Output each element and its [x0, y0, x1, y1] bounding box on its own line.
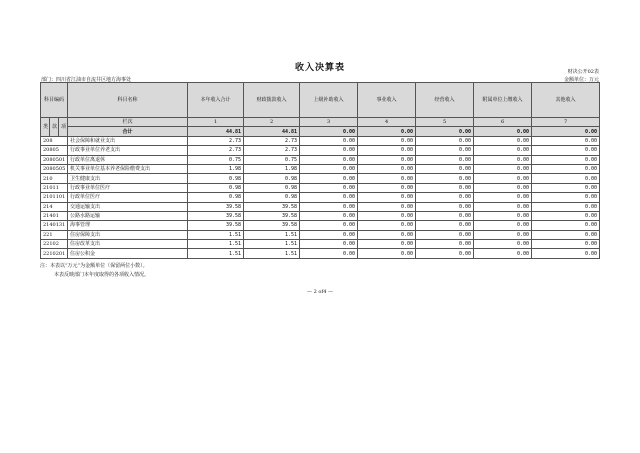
index-col: 7 — [532, 118, 600, 127]
table-row — [41, 193, 600, 202]
row-value: 0.00 — [416, 211, 474, 220]
row-value: 0.00 — [358, 174, 416, 183]
row-value: 0.00 — [358, 230, 416, 239]
row-value: 0.00 — [474, 146, 532, 155]
row-code: 20805 — [41, 146, 68, 155]
total-value: 0.00 — [474, 127, 532, 136]
row-value: 0.00 — [416, 202, 474, 211]
header-operating: 经营收入 — [416, 83, 474, 118]
row-value: 0.98 — [188, 183, 244, 192]
row-value: 0.00 — [474, 230, 532, 239]
table-row — [41, 221, 600, 230]
index-col: 3 — [300, 118, 358, 127]
row-value: 0.00 — [532, 240, 600, 249]
row-value: 0.00 — [358, 193, 416, 202]
row-value: 39.58 — [244, 221, 300, 230]
row-name: 公路水路运输 — [68, 211, 188, 220]
row-value: 1.51 — [244, 230, 300, 239]
row-code: 2140131 — [41, 221, 68, 230]
index-row — [41, 118, 600, 127]
total-value: 0.00 — [358, 127, 416, 136]
row-value: 0.00 — [474, 155, 532, 164]
row-value: 39.58 — [188, 221, 244, 230]
row-value: 0.00 — [358, 249, 416, 258]
row-value: 0.00 — [474, 211, 532, 220]
row-value: 0.00 — [300, 136, 358, 145]
header-other: 其他收入 — [532, 83, 600, 118]
row-code: 2210201 — [41, 249, 68, 258]
row-name: 行政单位医疗 — [68, 193, 188, 202]
row-value: 0.98 — [244, 183, 300, 192]
row-value: 0.98 — [188, 174, 244, 183]
row-value: 0.00 — [300, 174, 358, 183]
table-row — [41, 155, 600, 164]
row-value: 0.00 — [532, 230, 600, 239]
row-value: 0.00 — [474, 183, 532, 192]
row-value: 0.98 — [244, 174, 300, 183]
table-body — [41, 118, 600, 259]
row-value: 1.51 — [188, 240, 244, 249]
row-value: 39.58 — [244, 202, 300, 211]
row-value: 0.00 — [358, 183, 416, 192]
row-value: 0.00 — [416, 174, 474, 183]
index-col: 2 — [244, 118, 300, 127]
row-value: 0.00 — [474, 136, 532, 145]
row-value: 0.00 — [358, 240, 416, 249]
row-value: 0.00 — [300, 164, 358, 173]
row-code: 2101101 — [41, 193, 68, 202]
index-col: 4 — [358, 118, 416, 127]
row-value: 0.00 — [358, 221, 416, 230]
row-value: 0.98 — [244, 193, 300, 202]
row-code: 22102 — [41, 240, 68, 249]
row-value: 2.73 — [188, 146, 244, 155]
row-value: 0.00 — [532, 155, 600, 164]
row-value: 39.58 — [188, 211, 244, 220]
row-value: 0.00 — [416, 155, 474, 164]
row-value: 1.51 — [244, 240, 300, 249]
row-name: 住房公积金 — [68, 249, 188, 258]
income-table — [40, 82, 600, 259]
row-value: 1.51 — [188, 249, 244, 258]
note-line: 注：本表以“万元”为金额单位（保留两位小数）。 — [40, 263, 148, 269]
row-value: 0.00 — [358, 136, 416, 145]
table-row — [41, 146, 600, 155]
row-value: 2.73 — [188, 136, 244, 145]
row-value: 0.00 — [474, 249, 532, 258]
row-value: 0.00 — [416, 146, 474, 155]
row-value: 0.98 — [188, 193, 244, 202]
page-number: — 2 of4 — — [307, 289, 333, 295]
row-value: 0.00 — [416, 136, 474, 145]
row-name: 海事管理 — [68, 221, 188, 230]
row-value: 0.00 — [416, 221, 474, 230]
row-value: 0.00 — [532, 146, 600, 155]
index-col: 5 — [416, 118, 474, 127]
row-value: 39.58 — [244, 211, 300, 220]
row-name: 行政单位离退休 — [68, 155, 188, 164]
row-value: 0.00 — [474, 193, 532, 202]
document-title: 收入决算表 — [294, 63, 345, 73]
row-value: 0.00 — [474, 240, 532, 249]
index-label: 栏次 — [68, 118, 188, 127]
row-value: 0.00 — [300, 240, 358, 249]
header-code: 科目编码 — [41, 83, 68, 118]
row-value: 0.00 — [416, 183, 474, 192]
row-code: 221 — [41, 230, 68, 239]
header-name: 科目名称 — [68, 83, 188, 118]
index-col: 6 — [474, 118, 532, 127]
row-value: 0.00 — [532, 221, 600, 230]
row-value: 1.51 — [244, 249, 300, 258]
total-value: 0.00 — [300, 127, 358, 136]
row-name: 住房改革支出 — [68, 240, 188, 249]
row-value: 0.00 — [532, 136, 600, 145]
row-value: 0.00 — [300, 155, 358, 164]
total-value: 0.00 — [416, 127, 474, 136]
row-value: 0.00 — [416, 249, 474, 258]
row-value: 0.00 — [474, 164, 532, 173]
sub-header-lei: 类 — [41, 118, 50, 137]
row-code: 210 — [41, 174, 68, 183]
row-name: 社会保障和就业支出 — [68, 136, 188, 145]
row-name: 卫生健康支出 — [68, 174, 188, 183]
row-value: 0.00 — [300, 230, 358, 239]
table-row — [41, 230, 600, 239]
table-row — [41, 183, 600, 192]
unit-label: 金额单位：万元 — [563, 77, 599, 83]
row-value: 0.00 — [474, 202, 532, 211]
row-value: 0.00 — [532, 164, 600, 173]
row-name: 住房保障支出 — [68, 230, 188, 239]
header-fiscal: 财政拨款收入 — [244, 83, 300, 118]
row-value: 0.00 — [300, 183, 358, 192]
row-code: 21401 — [41, 211, 68, 220]
row-code: 208 — [41, 136, 68, 145]
row-code: 21011 — [41, 183, 68, 192]
row-value: 0.00 — [416, 193, 474, 202]
table-row — [41, 211, 600, 220]
row-value: 0.00 — [532, 183, 600, 192]
row-value: 0.00 — [358, 146, 416, 155]
row-name: 交通运输支出 — [68, 202, 188, 211]
row-value: 0.00 — [532, 174, 600, 183]
row-value: 2.73 — [244, 146, 300, 155]
row-code: 2080505 — [41, 164, 68, 173]
row-value: 0.00 — [532, 211, 600, 220]
table-row — [41, 202, 600, 211]
row-value: 0.75 — [188, 155, 244, 164]
row-code: 214 — [41, 202, 68, 211]
row-value: 0.00 — [358, 155, 416, 164]
row-value: 0.00 — [532, 202, 600, 211]
row-value: 0.00 — [416, 240, 474, 249]
header-upper: 上级补助收入 — [300, 83, 358, 118]
row-value: 2.73 — [244, 136, 300, 145]
row-value: 0.00 — [358, 202, 416, 211]
row-name: 机关事业单位基本养老保险缴费支出 — [68, 164, 188, 173]
form-code: 财决公开02表 — [567, 69, 599, 75]
total-value: 0.00 — [532, 127, 600, 136]
table-row — [41, 164, 600, 173]
table-row — [41, 240, 600, 249]
row-value: 0.00 — [532, 193, 600, 202]
row-value: 0.75 — [244, 155, 300, 164]
row-value: 0.00 — [416, 164, 474, 173]
row-value: 0.00 — [300, 202, 358, 211]
header-total: 本年收入合计 — [188, 83, 244, 118]
total-row — [41, 127, 600, 136]
department-label: 部门：四川省江油市自流井区地方海事处 — [41, 77, 132, 83]
row-value: 0.00 — [532, 249, 600, 258]
row-value: 0.00 — [300, 146, 358, 155]
row-value: 0.00 — [300, 211, 358, 220]
sub-header-kuan: 款 — [50, 118, 59, 137]
row-value: 1.98 — [244, 164, 300, 173]
total-label: 合计 — [68, 127, 188, 136]
row-name: 行政事业单位医疗 — [68, 183, 188, 192]
row-value: 0.00 — [300, 193, 358, 202]
note-line: 本表反映部门本年度取得的各项收入情况。 — [54, 272, 150, 278]
row-value: 0.00 — [300, 221, 358, 230]
row-value: 0.00 — [300, 249, 358, 258]
row-code: 2080501 — [41, 155, 68, 164]
row-value: 1.51 — [188, 230, 244, 239]
row-value: 39.58 — [188, 202, 244, 211]
header-affiliated: 附属单位上缴收入 — [474, 83, 532, 118]
total-value: 44.81 — [188, 127, 244, 136]
total-value: 44.81 — [244, 127, 300, 136]
row-value: 0.00 — [474, 221, 532, 230]
table-row — [41, 249, 600, 258]
table-row — [41, 136, 600, 145]
row-value: 1.98 — [188, 164, 244, 173]
header-business: 事业收入 — [358, 83, 416, 118]
row-name: 行政事业单位养老支出 — [68, 146, 188, 155]
sub-header-xiang: 项 — [59, 118, 68, 137]
index-col: 1 — [188, 118, 244, 127]
row-value: 0.00 — [358, 164, 416, 173]
row-value: 0.00 — [474, 174, 532, 183]
table-row — [41, 174, 600, 183]
row-value: 0.00 — [416, 230, 474, 239]
row-value: 0.00 — [358, 211, 416, 220]
